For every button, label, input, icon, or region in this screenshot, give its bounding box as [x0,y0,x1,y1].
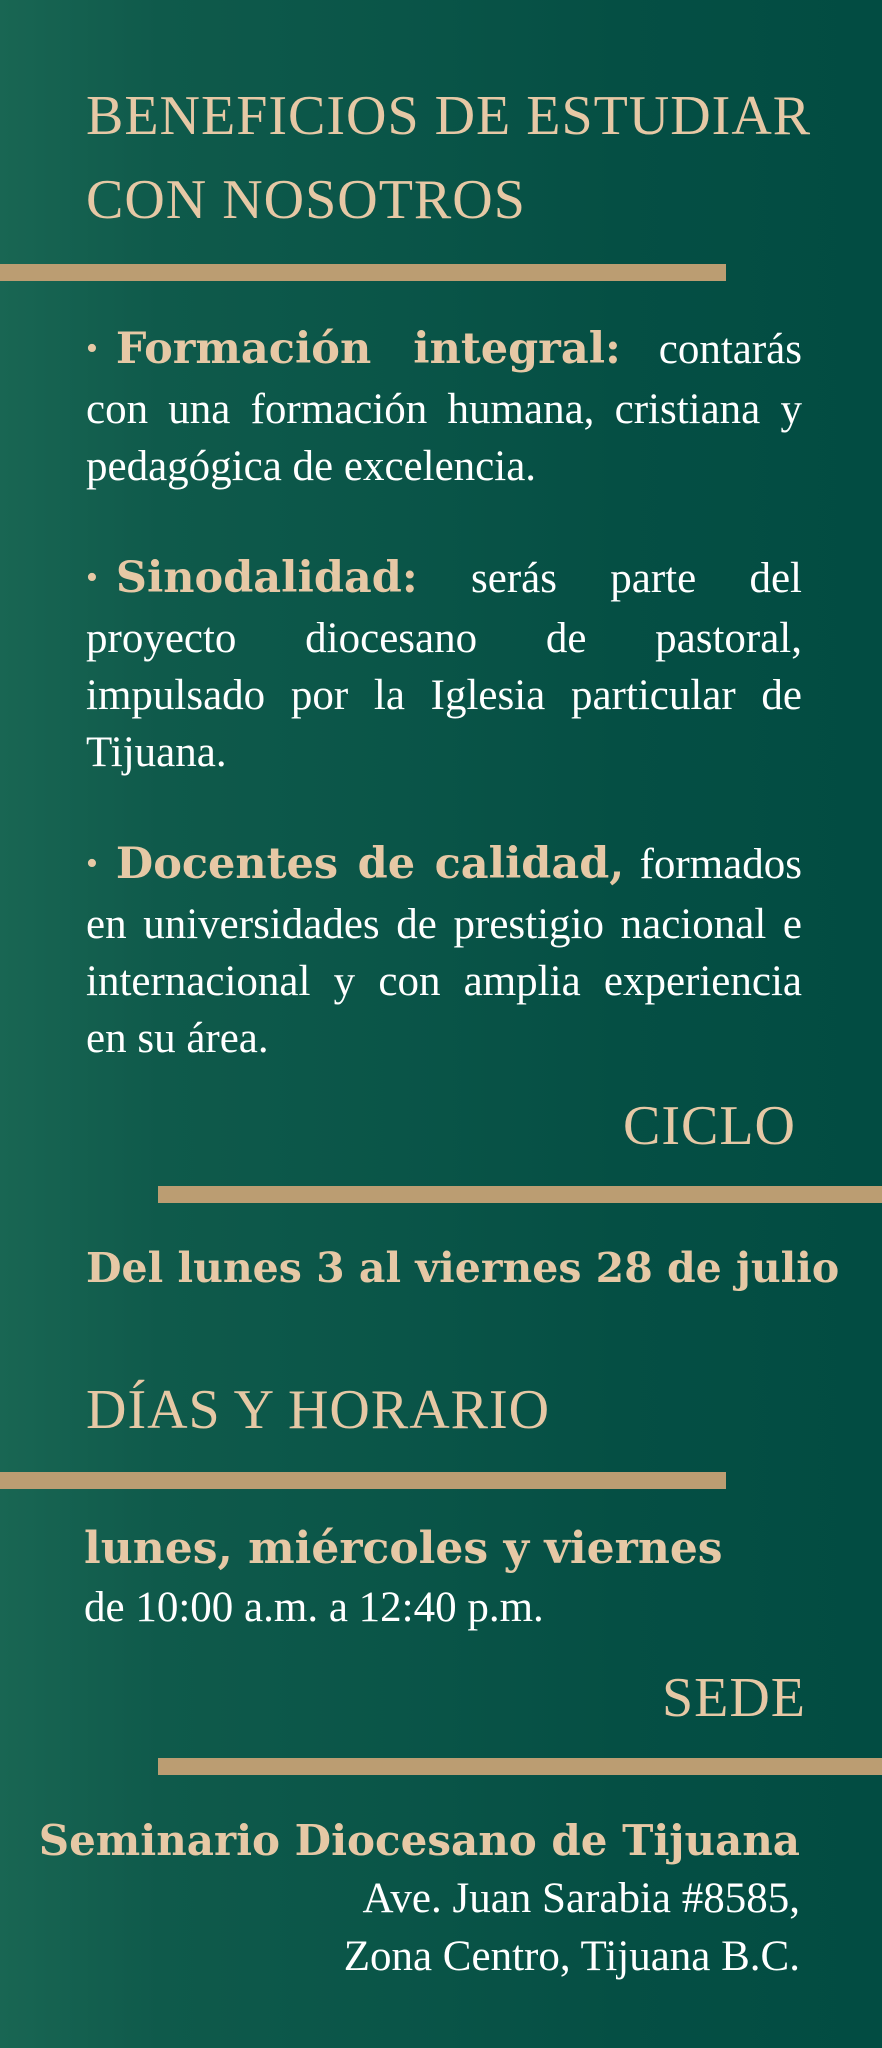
benefits-divider [0,264,726,281]
benefit-item-docentes [86,836,802,1067]
bullet-icon: • [86,559,98,596]
benefit-text: serás parte del proyecto diocesano de pastoral, impulsado por la Iglesia particular de Tijuana. [86,555,802,776]
bullet-icon: • [86,845,98,882]
schedule-days: lunes, miércoles y viernes [84,1523,723,1574]
benefits-title-line2: CON NOSOTROS [86,169,526,231]
venue-address-line2: Zona Centro, Tijuana B.C. [343,1933,800,1980]
benefit-item-sinodalidad [86,550,802,781]
cycle-title: CICLO [623,1095,796,1157]
benefits-title-line1: BENEFICIOS DE ESTUDIAR [86,85,812,147]
benefits-title [86,74,811,242]
benefit-lead: Sinodalidad: [115,553,418,603]
schedule-hours: de 10:00 a.m. a 12:40 p.m. [84,1584,544,1631]
benefit-text: formados en universidades de prestigio nacional e internacional y con amplia experiencia en su área. [86,841,802,1062]
cycle-dates: Del lunes 3 al viernes 28 de julio [86,1244,840,1292]
benefit-lead: Formación integral: [115,324,621,374]
schedule-divider [0,1472,726,1489]
benefit-lead: Docentes de calidad, [115,839,625,889]
bullet-icon: • [86,330,98,367]
venue-title: SEDE [662,1667,806,1729]
schedule-title: DÍAS Y HORARIO [86,1379,551,1441]
venue-address-line1: Ave. Juan Sarabia #8585, [362,1875,800,1922]
venue-name: Seminario Diocesano de Tijuana [38,1816,800,1865]
venue-divider [158,1758,882,1775]
benefit-item-formacion [86,321,802,495]
cycle-divider [158,1186,882,1203]
benefit-text: contarás con una formación humana, cristiana y pedagógica de excelencia. [86,326,802,490]
